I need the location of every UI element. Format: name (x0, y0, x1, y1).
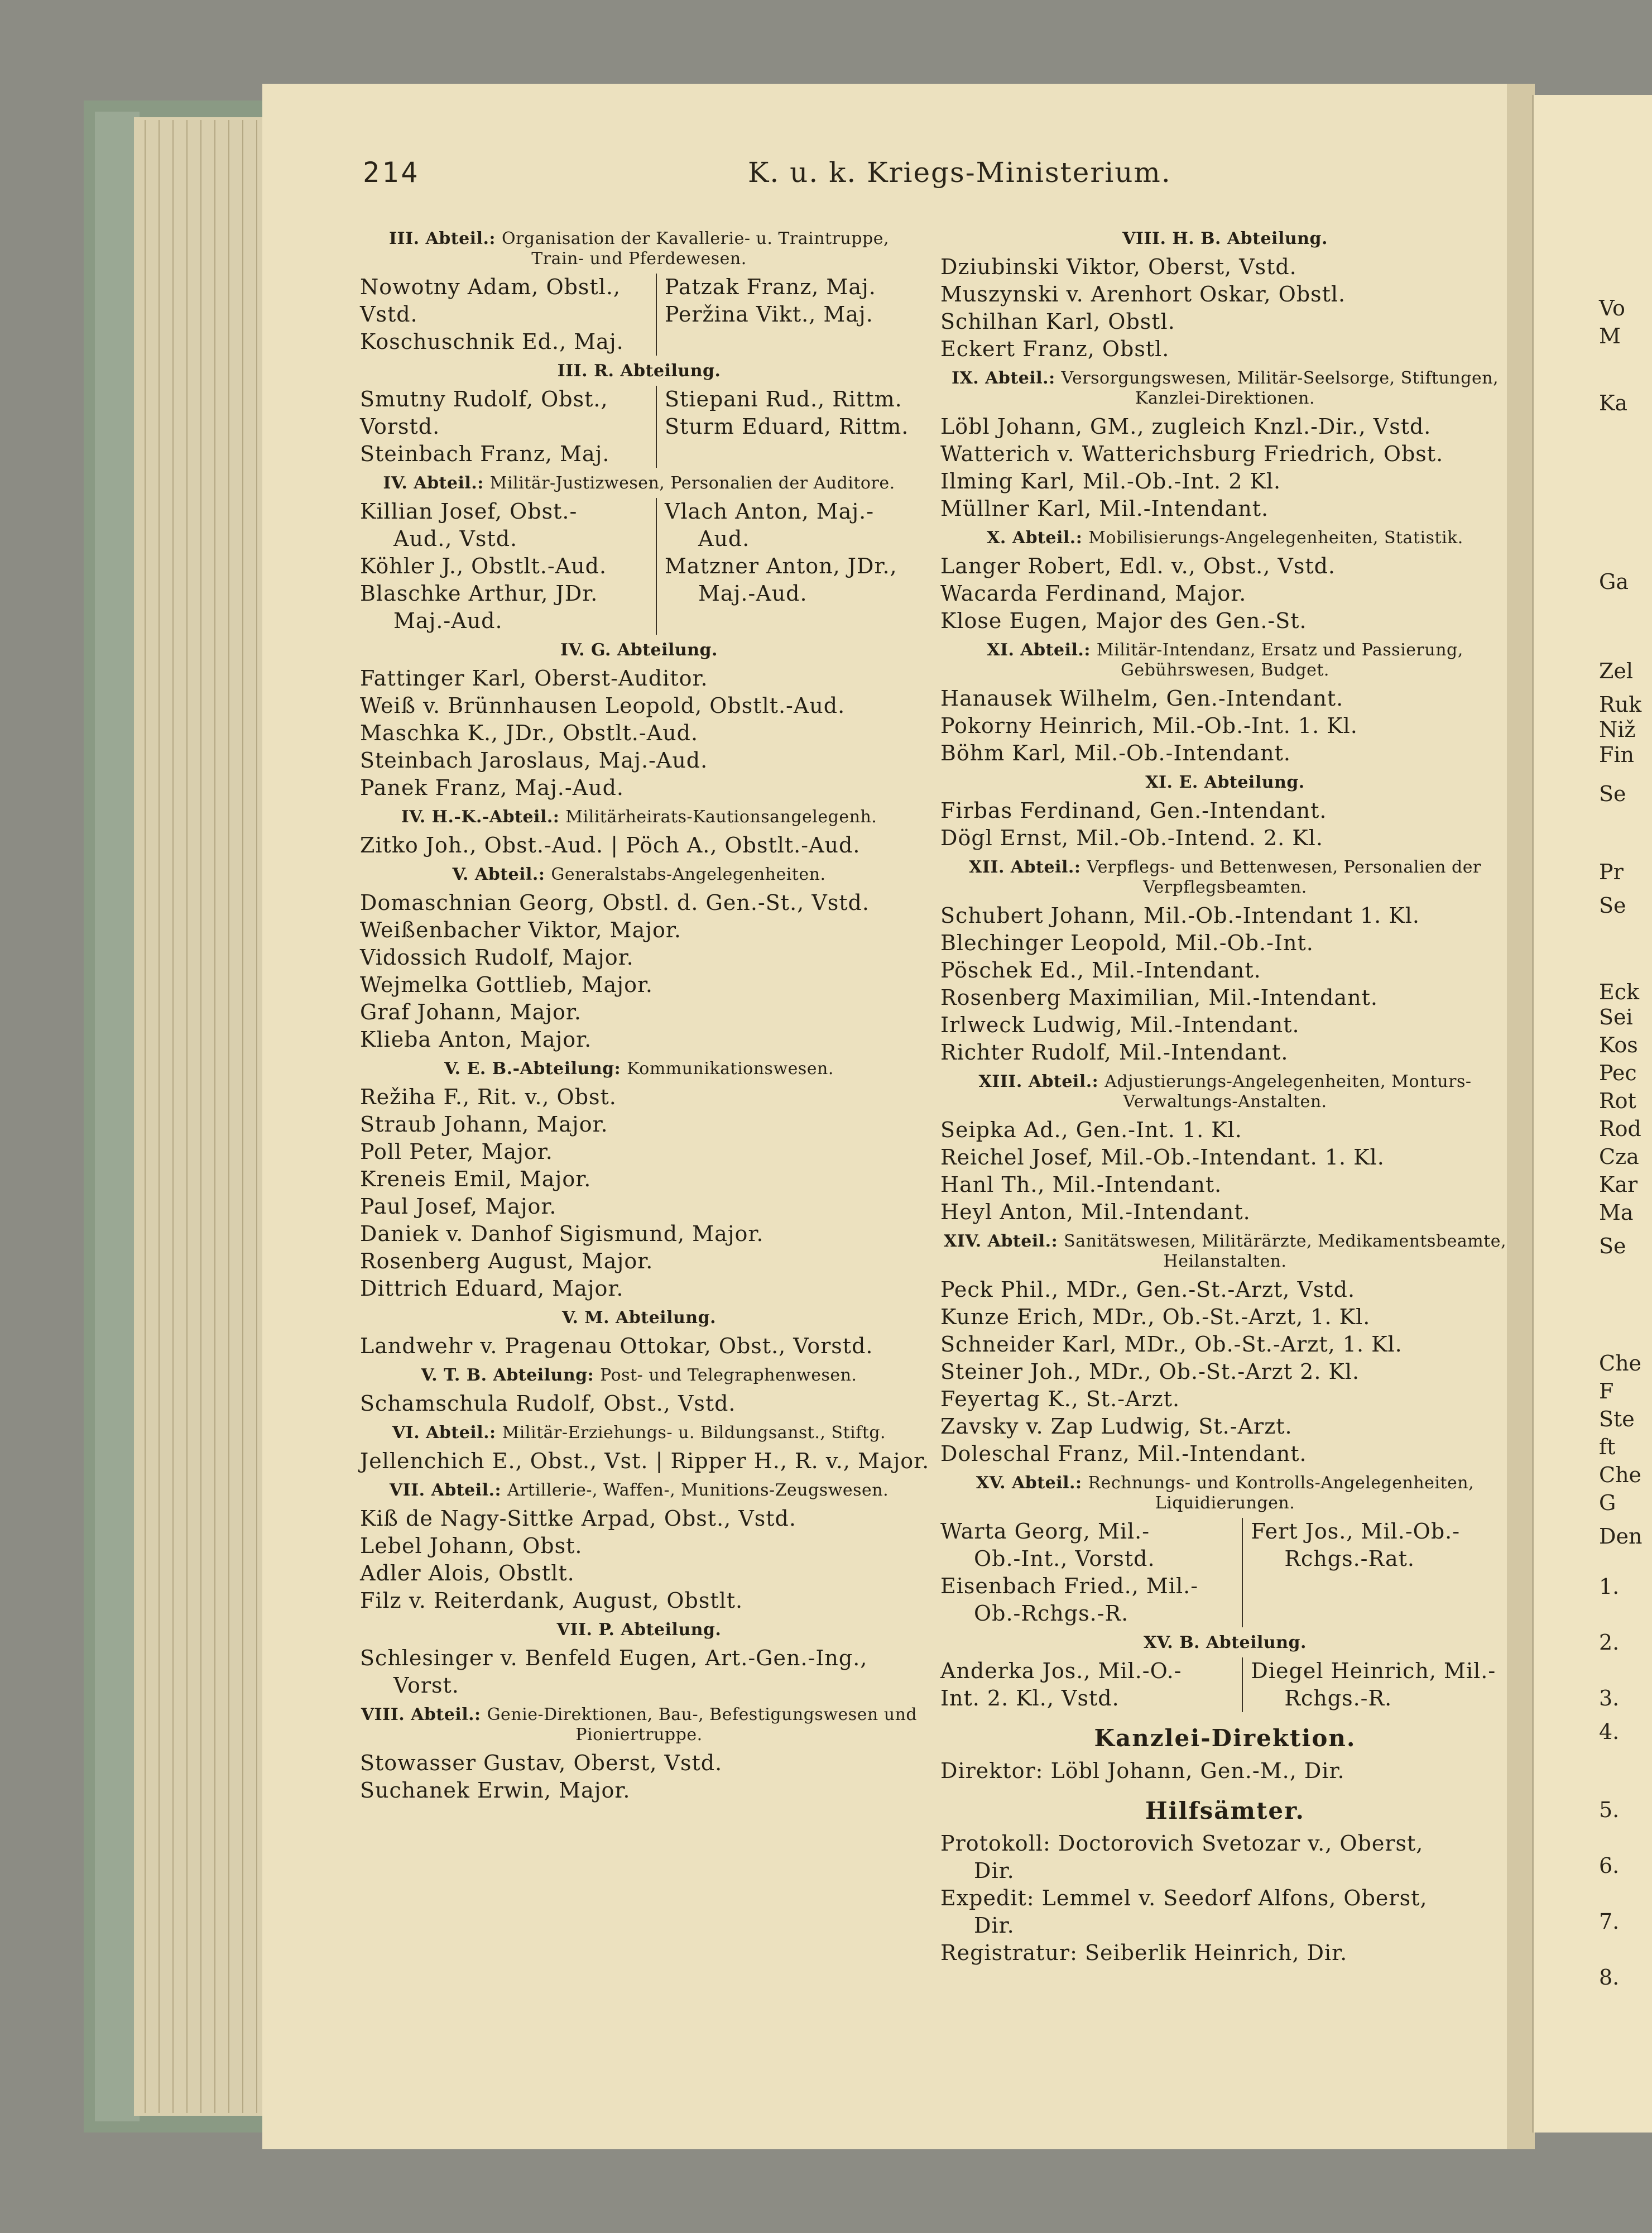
fragment: Pr (1599, 860, 1624, 884)
section-heading (360, 807, 918, 827)
two-column-block (360, 274, 918, 356)
fragment: Fin (1599, 742, 1634, 767)
name-line: Fattinger Karl, Oberst-Auditor. (360, 666, 708, 691)
section-xv-b (940, 1633, 1510, 1712)
name-line: Zavsky v. Zap Ludwig, St.-Arzt. (940, 1414, 1293, 1439)
fragment: Se (1599, 1234, 1626, 1258)
section-vii (360, 1480, 918, 1614)
name-line: Matzner Anton, JDr., (665, 554, 897, 578)
two-column-block (940, 1518, 1510, 1627)
name-line: Režiha F., Rit. v., Obst. (360, 1085, 617, 1109)
name-line: Watterich v. Watterichsburg Friedrich, Obst. (940, 442, 1444, 466)
section-description: Militär-Erziehungs- u. Bildungsanst., Stiftg. (502, 1423, 886, 1443)
fragment: Ma (1599, 1200, 1634, 1225)
name-line: Kreneis Emil, Major. (360, 1167, 592, 1191)
fragment: 3. (1599, 1686, 1620, 1710)
name-line: Vidossich Rudolf, Major. (360, 945, 634, 970)
fragment: Kos (1599, 1033, 1638, 1057)
name-line: Pöschek Ed., Mil.-Intendant. (940, 958, 1261, 983)
section-xv (940, 1473, 1510, 1627)
name-line: Zitko Joh., Obst.-Aud. | Pöch A., Obstlt.-Aud. (360, 833, 861, 857)
fragment: 1. (1599, 1574, 1620, 1599)
section-heading (360, 1705, 918, 1745)
name-line: Ob.-Int., Vorstd. (974, 1546, 1155, 1571)
fragment: 6. (1599, 1853, 1620, 1878)
fragment: Cza (1599, 1144, 1639, 1169)
name-line: Protokoll: Doctorovich Svetozar v., Oberst, (940, 1831, 1424, 1856)
name-line: Müllner Karl, Mil.-Intendant. (940, 496, 1269, 521)
fragment: 5. (1599, 1798, 1620, 1822)
section-xi-e (940, 773, 1510, 852)
fragment: Eck (1599, 980, 1640, 1004)
fragment: M (1599, 324, 1621, 348)
name-line: Schneider Karl, MDr., Ob.-St.-Arzt, 1. Kl. (940, 1332, 1403, 1357)
name-line: Filz v. Reiterdank, August, Obstlt. (360, 1588, 743, 1613)
two-column-block (360, 386, 918, 468)
name-line: Klieba Anton, Major. (360, 1027, 592, 1052)
name-line: Maj.-Aud. (698, 581, 808, 606)
section-label: XV. Abteil.: (976, 1473, 1082, 1493)
section-label: XIV. Abteil.: (943, 1231, 1058, 1251)
book-page (262, 84, 1524, 2233)
page-title: K. u. k. Kriegs-Ministerium. (748, 156, 1171, 189)
right-column (940, 223, 1510, 1969)
name-line: Stowasser Gustav, Oberst, Vstd. (360, 1751, 723, 1775)
section-heading: VII. P. Abteilung. (556, 1620, 722, 1640)
name-line: Schamschula Rudolf, Obst., Vstd. (360, 1391, 736, 1416)
name-line: Aud., Vstd. (393, 526, 518, 551)
name-line: Wacarda Ferdinand, Major. (940, 581, 1247, 606)
section-description: Adjustierungs-Angelegenheiten, Monturs-Verwaltungs-Anstalten. (1104, 1072, 1472, 1111)
fragment: Ruk (1599, 692, 1642, 717)
name-line: Klose Eugen, Major des Gen.-St. (940, 608, 1307, 633)
fragment: F (1599, 1379, 1614, 1403)
name-line: Vlach Anton, Maj.- (665, 499, 875, 524)
section-v-m (360, 1308, 918, 1360)
kanzlei-direktion (940, 1724, 1510, 1967)
name-line: Hanl Th., Mil.-Intendant. (940, 1172, 1222, 1197)
section-label: X. Abteil.: (987, 528, 1083, 548)
name-line: Reichel Josef, Mil.-Ob.-Intendant. 1. Kl. (940, 1145, 1385, 1170)
name-line: Muszynski v. Arenhort Oskar, Obstl. (940, 282, 1346, 306)
section-label: III. Abteil.: (389, 229, 496, 248)
section-heading (360, 473, 918, 493)
section-label: VIII. Abteil.: (361, 1705, 481, 1724)
section-description: Sanitätswesen, Militärärzte, Medikamentsbeamte, Heilanstalten. (1064, 1231, 1507, 1271)
kanzlei-title: Kanzlei-Direktion. (1094, 1724, 1356, 1752)
fragment: 4. (1599, 1719, 1620, 1744)
section-label: XIII. Abteil.: (978, 1072, 1099, 1091)
name-line: Straub Johann, Major. (360, 1112, 608, 1137)
name-line: Fert Jos., Mil.-Ob.- (1251, 1519, 1461, 1544)
name-line: Anderka Jos., Mil.-O.- (940, 1659, 1182, 1683)
left-column (360, 223, 930, 1806)
fragment: 7. (1599, 1909, 1620, 1934)
name-line: Köhler J., Obstlt.-Aud. (360, 554, 607, 578)
section-label: V. Abteil.: (452, 865, 545, 884)
name-line: Expedit: Lemmel v. Seedorf Alfons, Oberst, (940, 1886, 1428, 1910)
name-line: Dziubinski Viktor, Oberst, Vstd. (940, 255, 1297, 279)
name-line: Dögl Ernst, Mil.-Ob.-Intend. 2. Kl. (940, 826, 1323, 850)
section-iv-hk (360, 807, 918, 859)
name-line: Pokorny Heinrich, Mil.-Ob.-Int. 1. Kl. (940, 713, 1358, 738)
section-description: Verpflegs- und Bettenwesen, Personalien der Verpflegsbeamten. (1087, 857, 1481, 897)
section-heading (360, 1365, 918, 1386)
next-page-edge (1532, 95, 1652, 2133)
name-line: Graf Johann, Major. (360, 1000, 582, 1024)
section-xiv (940, 1231, 1510, 1468)
name-line: Steinbach Jaroslaus, Maj.-Aud. (360, 748, 708, 773)
fragment: Kar (1599, 1172, 1638, 1197)
section-x (940, 528, 1510, 635)
section-description: Militär-Justizwesen, Personalien der Auditore. (489, 473, 895, 493)
name-line: Langer Robert, Edl. v., Obst., Vstd. (940, 554, 1336, 578)
section-heading (940, 857, 1510, 898)
name-line: Domaschnian Georg, Obstl. d. Gen.-St., Vstd. (360, 890, 870, 915)
fragment: Sei (1599, 1005, 1633, 1029)
section-heading (360, 1480, 918, 1501)
name-line: Weißenbacher Viktor, Major. (360, 918, 681, 942)
section-label: V. T. B. Abteilung: (421, 1365, 594, 1385)
section-description: Organisation der Kavallerie- u. Traintruppe, Train- und Pferdewesen. (501, 229, 889, 269)
name-line: Lebel Johann, Obst. (360, 1534, 583, 1558)
section-heading (360, 865, 918, 885)
section-iii-r (360, 361, 918, 468)
section-v (360, 865, 918, 1053)
section-label: IX. Abteil.: (951, 368, 1055, 388)
section-xi (940, 640, 1510, 767)
name-line: Direktor: Löbl Johann, Gen.-M., Dir. (940, 1758, 1345, 1783)
name-line: Maschka K., JDr., Obstlt.-Aud. (360, 721, 699, 745)
name-line: Kunze Erich, MDr., Ob.-St.-Arzt, 1. Kl. (940, 1305, 1371, 1329)
name-line: Rosenberg Maximilian, Mil.-Intendant. (940, 985, 1378, 1010)
name-line: Warta Georg, Mil.- (940, 1519, 1150, 1544)
name-line: Wejmelka Gottlieb, Major. (360, 972, 654, 997)
name-line: Feyertag K., St.-Arzt. (940, 1387, 1180, 1411)
name-line: Heyl Anton, Mil.-Intendant. (940, 1200, 1251, 1224)
section-ix (940, 368, 1510, 523)
name-line: Dir. (974, 1913, 1015, 1938)
name-line: Rosenberg August, Major. (360, 1249, 654, 1273)
name-line: Int. 2. Kl., Vstd. (940, 1686, 1120, 1710)
section-heading (940, 368, 1510, 409)
name-line: Eisenbach Fried., Mil.- (940, 1574, 1199, 1598)
section-description: Post- und Telegraphenwesen. (600, 1365, 857, 1385)
name-line: Richter Rudolf, Mil.-Intendant. (940, 1040, 1289, 1065)
name-line: Paul Josef, Major. (360, 1194, 557, 1219)
section-description: Artillerie-, Waffen-, Munitions-Zeugswesen. (507, 1480, 889, 1500)
section-label: V. E. B.-Abteilung: (444, 1059, 621, 1079)
fragment: Se (1599, 893, 1626, 918)
fragment: G (1599, 1491, 1616, 1515)
fragment: Rot (1599, 1089, 1636, 1113)
name-line: Peržina Vikt., Maj. (665, 302, 873, 327)
fragment: Che (1599, 1463, 1642, 1487)
name-line: Doleschal Franz, Mil.-Intendant. (940, 1441, 1307, 1466)
section-heading: III. R. Abteilung. (557, 361, 721, 381)
section-xii (940, 857, 1510, 1066)
name-line: Schilhan Karl, Obstl. (940, 309, 1175, 334)
name-line: Böhm Karl, Mil.-Ob.-Intendant. (940, 741, 1291, 765)
name-line: Koschuschnik Ed., Maj. (360, 329, 624, 354)
section-vi (360, 1423, 930, 1475)
name-line: Jellenchich E., Obst., Vst. | Ripper H., R. v., Major. (360, 1449, 930, 1473)
section-label: IV. Abteil.: (383, 473, 484, 493)
section-description: Militär-Intendanz, Ersatz und Passierung, Gebührswesen, Budget. (1096, 640, 1463, 680)
fragment: Pec (1599, 1061, 1637, 1085)
name-line: Peck Phil., MDr., Gen.-St.-Arzt, Vstd. (940, 1277, 1356, 1302)
name-line: Weiß v. Brünnhausen Leopold, Obstlt.-Aud. (360, 693, 846, 718)
section-label: VII. Abteil.: (389, 1480, 502, 1500)
name-line: Rchgs.-R. (1284, 1686, 1392, 1710)
section-label: XII. Abteil.: (969, 857, 1081, 877)
name-line: Suchanek Erwin, Major. (360, 1778, 631, 1803)
name-line: Steiner Joh., MDr., Ob.-St.-Arzt 2. Kl. (940, 1359, 1360, 1384)
name-line: Ilming Karl, Mil.-Ob.-Int. 2 Kl. (940, 469, 1281, 493)
section-heading (940, 1231, 1510, 1272)
name-line: Maj.-Aud. (393, 608, 503, 633)
name-line: Daniek v. Danhof Sigismund, Major. (360, 1221, 764, 1246)
fragment: 8. (1599, 1965, 1620, 1990)
section-heading (940, 528, 1510, 548)
name-line: Vorstd. (360, 414, 440, 439)
section-label: IV. H.-K.-Abteil.: (401, 807, 560, 827)
section-heading (360, 229, 918, 269)
section-heading (940, 1473, 1510, 1513)
name-line: Schlesinger v. Benfeld Eugen, Art.-Gen.-Ing., (360, 1646, 868, 1670)
fragment: Ste (1599, 1407, 1635, 1431)
section-label: VI. Abteil.: (392, 1423, 496, 1443)
section-iv-g (360, 640, 918, 802)
name-line: Vorst. (393, 1673, 459, 1698)
name-line: Sturm Eduard, Rittm. (665, 414, 909, 439)
section-heading (360, 1059, 918, 1079)
section-iv (360, 473, 918, 635)
section-heading (360, 1423, 918, 1443)
two-column-block (360, 498, 918, 635)
name-line: Panek Franz, Maj.-Aud. (360, 775, 625, 800)
name-line: Kiß de Nagy-Sittke Arpad, Obst., Vstd. (360, 1506, 796, 1531)
name-line: Dir. (974, 1858, 1015, 1883)
section-heading (940, 1072, 1510, 1112)
fragment: Ga (1599, 569, 1629, 594)
two-column-block (940, 1657, 1510, 1712)
name-line: Dittrich Eduard, Major. (360, 1276, 624, 1301)
name-line: Rchgs.-Rat. (1284, 1546, 1415, 1571)
section-heading: V. M. Abteilung. (561, 1308, 717, 1328)
name-line: Steinbach Franz, Maj. (360, 442, 610, 466)
section-description: Generalstabs-Angelegenheiten. (551, 865, 826, 884)
section-description: Genie-Direktionen, Bau-, Befestigungswesen und Pioniertruppe. (487, 1705, 918, 1745)
fragment: Se (1599, 782, 1626, 806)
name-line: Löbl Johann, GM., zugleich Knzl.-Dir., Vstd. (940, 414, 1432, 439)
name-line: Stiepani Rud., Rittm. (665, 387, 902, 411)
name-line: Vstd. (360, 302, 418, 327)
section-viii (360, 1705, 918, 1804)
fragment: Ka (1599, 391, 1628, 415)
section-viii-hb (940, 229, 1510, 363)
section-heading: IV. G. Abteilung. (560, 640, 718, 660)
name-line: Diegel Heinrich, Mil.- (1251, 1659, 1496, 1683)
fragment: Rod (1599, 1116, 1641, 1141)
fragment: ft (1599, 1435, 1616, 1459)
name-line: Irlweck Ludwig, Mil.-Intendant. (940, 1013, 1300, 1037)
fragment: Zel (1599, 659, 1634, 683)
section-description: Versorgungswesen, Militär-Seelsorge, Stiftungen, Kanzlei-Direktionen. (1061, 368, 1499, 408)
section-v-eb (360, 1059, 918, 1302)
section-description: Kommunikationswesen. (627, 1059, 834, 1079)
section-heading: VIII. H. B. Abteilung. (1122, 229, 1328, 248)
name-line: Seipka Ad., Gen.-Int. 1. Kl. (940, 1118, 1242, 1142)
running-header (262, 156, 1501, 218)
page-number: 214 (363, 156, 420, 189)
hilfsaemter-title: Hilfsämter. (1145, 1797, 1305, 1824)
section-heading (940, 640, 1510, 681)
section-description: Mobilisierungs-Angelegenheiten, Statistik. (1088, 528, 1463, 548)
name-line: Landwehr v. Pragenau Ottokar, Obst., Vorstd. (360, 1334, 873, 1358)
name-line: Aud. (698, 526, 750, 551)
section-label: XI. Abteil.: (987, 640, 1091, 660)
name-line: Ob.-Rchgs.-R. (974, 1601, 1129, 1626)
section-description: Rechnungs- und Kontrolls-Angelegenheiten, Liquidierungen. (1088, 1473, 1475, 1513)
section-heading: XI. E. Abteilung. (1145, 773, 1305, 792)
name-line: Killian Josef, Obst.- (360, 499, 578, 524)
section-v-tb (360, 1365, 918, 1417)
name-line: Eckert Franz, Obstl. (940, 337, 1170, 361)
name-line: Adler Alois, Obstlt. (360, 1561, 575, 1585)
name-line: Nowotny Adam, Obstl., (360, 275, 621, 299)
section-description: Militärheirats-Kautionsangelegenh. (565, 807, 877, 827)
name-line: Blaschke Arthur, JDr. (360, 581, 598, 606)
fragment: Che (1599, 1351, 1642, 1376)
name-line: Schubert Johann, Mil.-Ob.-Intendant 1. Kl. (940, 903, 1420, 928)
fragment: 2. (1599, 1630, 1620, 1655)
name-line: Patzak Franz, Maj. (665, 275, 876, 299)
section-heading: XV. B. Abteilung. (1144, 1633, 1307, 1652)
fragment: Den (1599, 1524, 1643, 1549)
section-iii (360, 229, 918, 356)
name-line: Firbas Ferdinand, Gen.-Intendant. (940, 798, 1327, 823)
name-line: Smutny Rudolf, Obst., (360, 387, 608, 411)
section-xiii (940, 1072, 1510, 1226)
name-line: Poll Peter, Major. (360, 1139, 553, 1164)
name-line: Registratur: Seiberlik Heinrich, Dir. (940, 1940, 1348, 1965)
fragment: Vo (1599, 296, 1625, 320)
name-line: Hanausek Wilhelm, Gen.-Intendant. (940, 686, 1344, 711)
fragment: Niž (1599, 717, 1636, 742)
name-line: Blechinger Leopold, Mil.-Ob.-Int. (940, 931, 1314, 955)
section-vii-p (360, 1620, 918, 1699)
